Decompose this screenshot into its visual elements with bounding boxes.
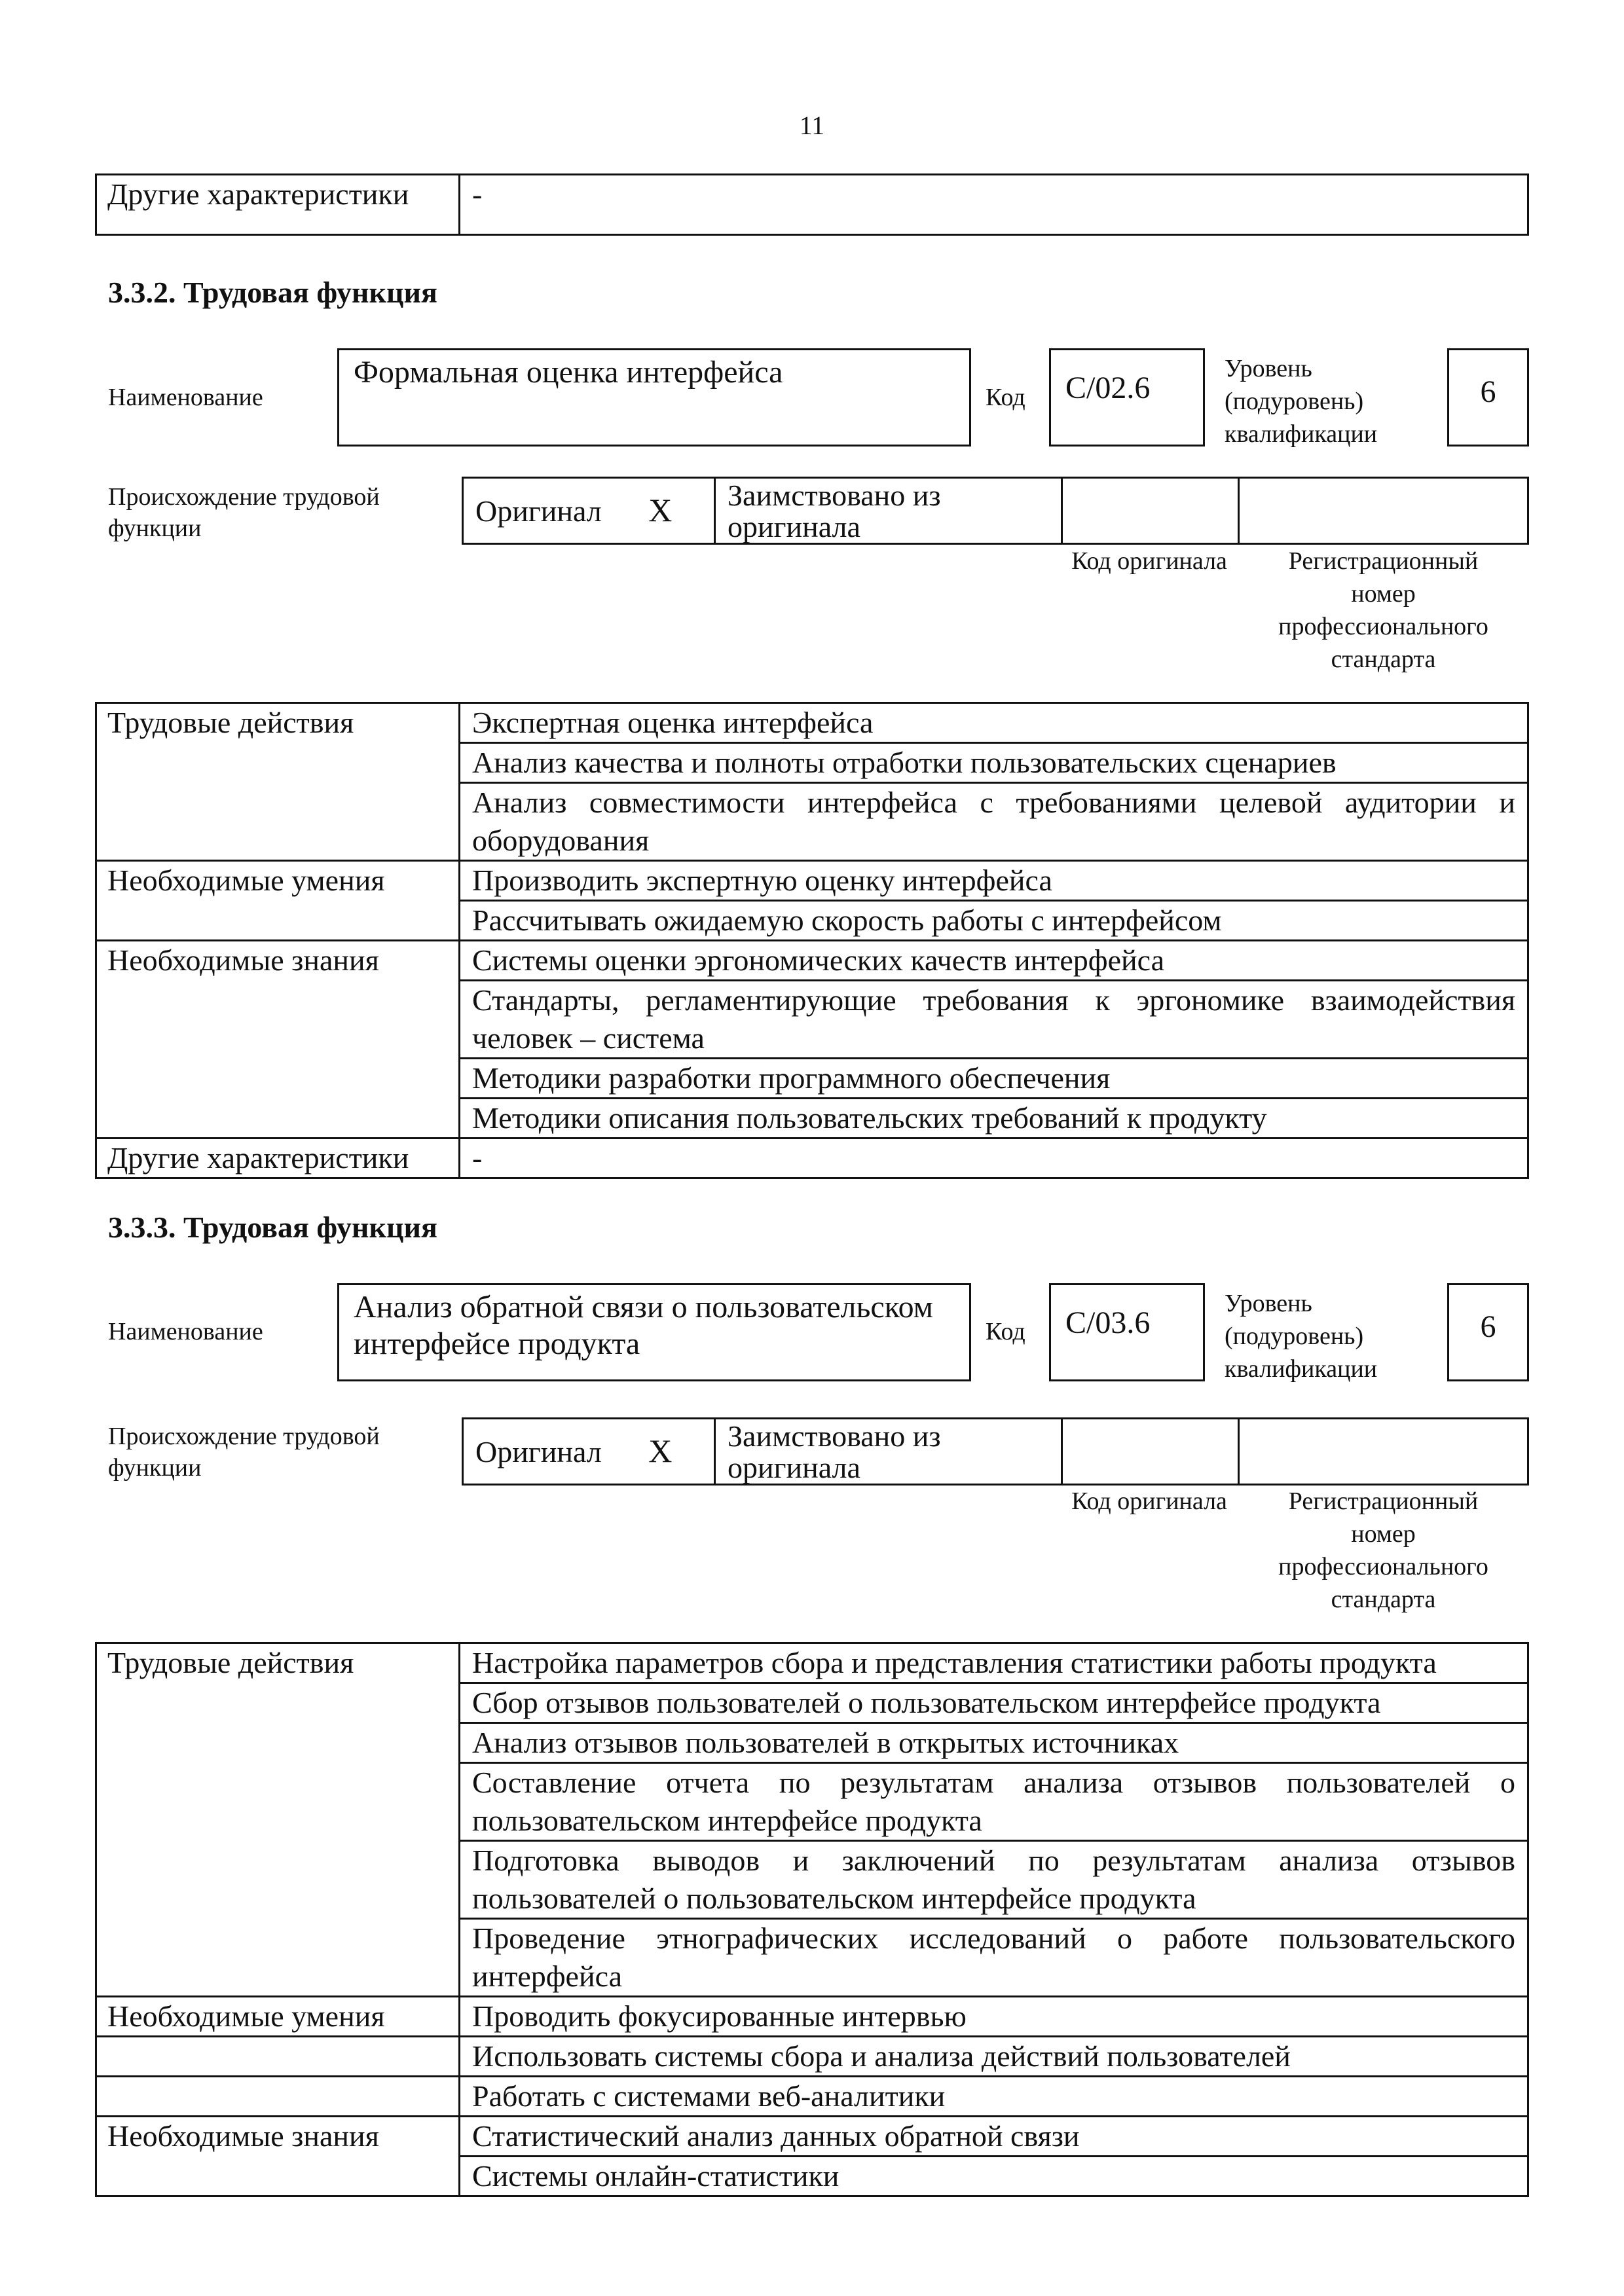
row-label-empty (96, 2037, 460, 2077)
code-box: С/02.6 (1049, 348, 1205, 446)
list-item: Настройка параметров сбора и представления статистики работы продукта (460, 1643, 1528, 1683)
reg-number-caption: Регистрационный номер профессионального стандарта (1278, 1487, 1488, 1613)
name-label: Наименование (108, 384, 263, 411)
code-original-caption: Код оригинала (1071, 1487, 1227, 1515)
top-table (95, 173, 1529, 236)
level-box: 6 (1447, 1283, 1529, 1381)
table-row (96, 1997, 1528, 2037)
code-original-cell (1062, 1419, 1239, 1485)
reg-number-cell (1239, 478, 1528, 544)
list-item: Проведение этнографических исследований о работе пользовательского интерфейса (460, 1919, 1528, 1997)
original-mark: X (648, 1432, 673, 1469)
list-item: Методики разработки программного обеспечения (460, 1059, 1528, 1099)
reg-number-caption: Регистрационный номер профессионального стандарта (1278, 547, 1488, 673)
row-label: Другие характеристики (96, 175, 460, 235)
original-mark: X (648, 492, 673, 528)
row-value: - (460, 175, 1528, 235)
list-item: Сбор отзывов пользователей о пользовательском интерфейсе продукта (460, 1683, 1528, 1723)
list-item: Анализ отзывов пользователей в открытых источниках (460, 1723, 1528, 1763)
row-label: Трудовые действия (96, 703, 460, 861)
code-label: Код (986, 384, 1025, 411)
row-label: Необходимые знания (96, 2117, 460, 2196)
list-item: - (460, 1139, 1528, 1178)
code-label: Код (986, 1318, 1025, 1345)
list-item: Рассчитывать ожидаемую скорость работы с интерфейсом (460, 901, 1528, 941)
list-item: Анализ качества и полноты отработки пользовательских сценариев (460, 743, 1528, 783)
name-label: Наименование (108, 1318, 263, 1345)
function-name-box: Анализ обратной связи о пользовательском интерфейсе продукта (337, 1283, 971, 1381)
table-row (96, 1139, 1528, 1178)
row-label: Необходимые умения (96, 1997, 460, 2037)
function-details-table (95, 702, 1529, 1179)
section-title: 3.3.2. Трудовая функция (108, 276, 437, 309)
level-box: 6 (1447, 348, 1529, 446)
table-row (96, 1643, 1528, 1683)
list-item: Составление отчета по результатам анализа отзывов пользователей о пользовательском интерфейсе продукта (460, 1763, 1528, 1841)
borrowed-label: Заимствовано из оригинала (715, 478, 1062, 544)
section-title: 3.3.3. Трудовая функция (108, 1211, 437, 1244)
list-item: Статистический анализ данных обратной связи (460, 2117, 1528, 2157)
origin-label: Происхождение трудовой функции (108, 483, 380, 542)
list-item: Системы онлайн-статистики (460, 2157, 1528, 2196)
level-label: Уровень (подуровень) квалификации (1225, 355, 1378, 448)
function-name-box: Формальная оценка интерфейса (337, 348, 971, 446)
origin-table (462, 477, 1529, 545)
original-cell (463, 478, 715, 544)
list-item: Проводить фокусированные интервью (460, 1997, 1528, 2037)
origin-label: Происхождение трудовой функции (108, 1423, 380, 1482)
reg-number-cell (1239, 1419, 1528, 1485)
table-row (96, 2037, 1528, 2077)
list-item: Системы оценки эргономических качеств интерфейса (460, 941, 1528, 981)
row-label: Другие характеристики (96, 1139, 460, 1178)
page-number: 11 (799, 111, 825, 140)
list-item: Анализ совместимости интерфейса с требованиями целевой аудитории и оборудования (460, 783, 1528, 861)
list-item: Стандарты, регламентирующие требования к эргономике взаимодействия человек – система (460, 981, 1528, 1059)
table-row (96, 941, 1528, 981)
original-label: Оригинал (475, 1435, 602, 1468)
table-row (96, 703, 1528, 743)
list-item: Подготовка выводов и заключений по результатам анализа отзывов пользователей о пользовательском интерфейсе продукта (460, 1841, 1528, 1919)
origin-table (462, 1417, 1529, 1485)
code-original-cell (1062, 478, 1239, 544)
table-row (96, 861, 1528, 901)
original-label: Оригинал (475, 494, 602, 528)
function-details-table (95, 1642, 1529, 2197)
list-item: Использовать системы сбора и анализа действий пользователей (460, 2037, 1528, 2077)
list-item: Методики описания пользовательских требований к продукту (460, 1099, 1528, 1139)
row-label-empty (96, 2077, 460, 2117)
borrowed-label: Заимствовано из оригинала (715, 1419, 1062, 1485)
row-label: Необходимые знания (96, 941, 460, 1139)
row-label: Трудовые действия (96, 1643, 460, 1997)
code-original-caption: Код оригинала (1071, 547, 1227, 575)
code-box: С/03.6 (1049, 1283, 1205, 1381)
table-row (96, 2117, 1528, 2157)
list-item: Работать с системами веб-аналитики (460, 2077, 1528, 2117)
row-label: Необходимые умения (96, 861, 460, 941)
level-label: Уровень (подуровень) квалификации (1225, 1290, 1378, 1383)
table-row (96, 2077, 1528, 2117)
original-cell (463, 1419, 715, 1485)
list-item: Производить экспертную оценку интерфейса (460, 861, 1528, 901)
list-item: Экспертная оценка интерфейса (460, 703, 1528, 743)
